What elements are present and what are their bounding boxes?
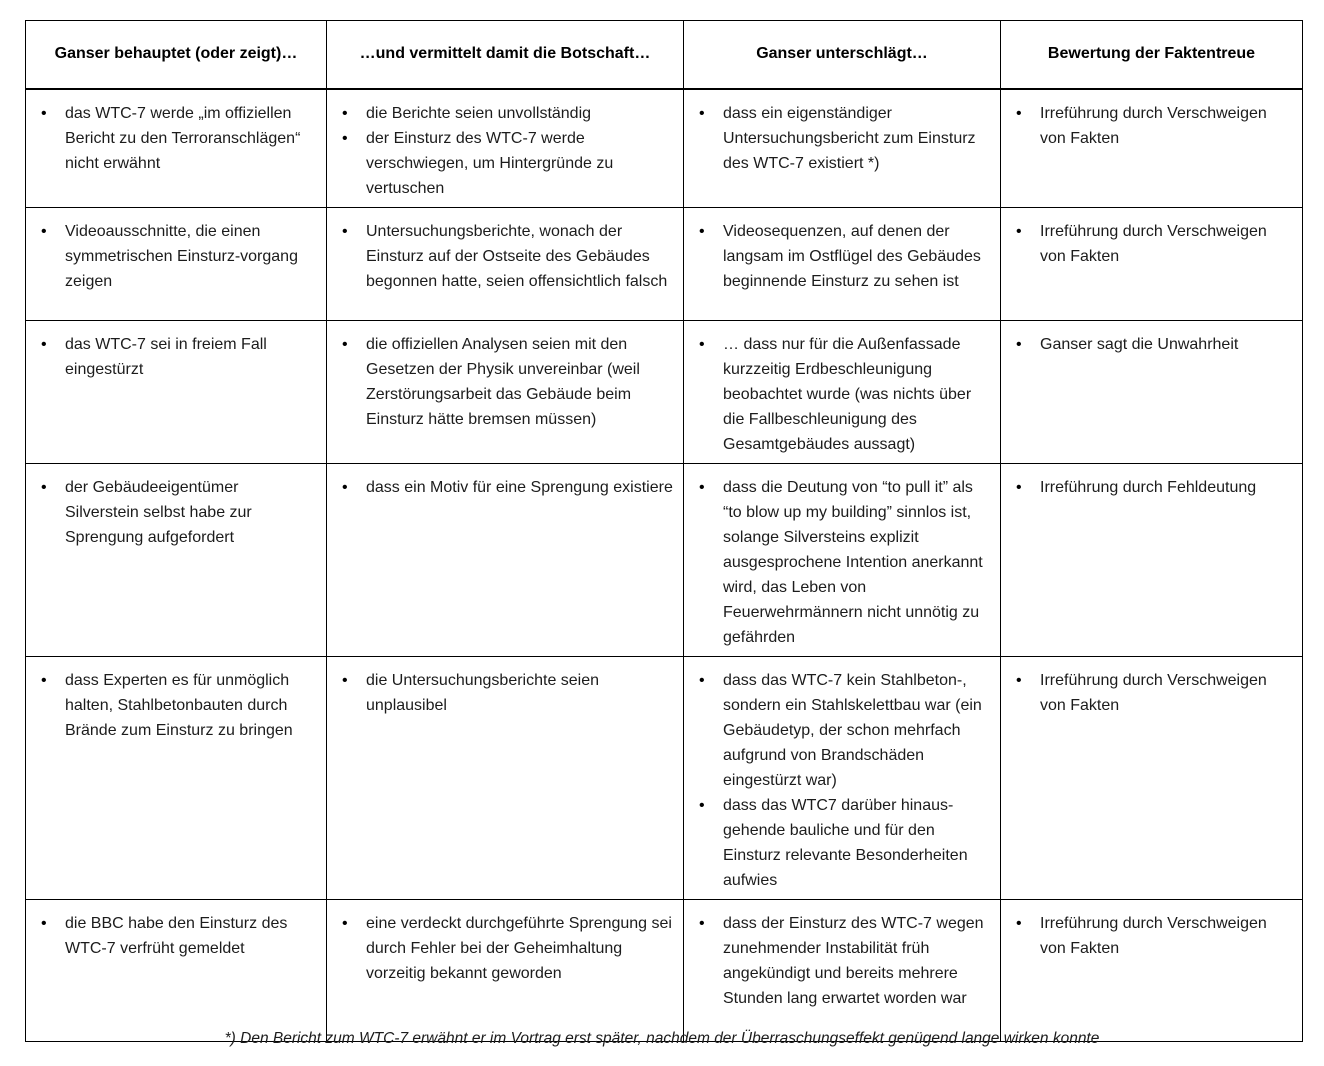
footnote: *) Den Bericht zum WTC-7 erwähnt er im Vortrag erst später, nachdem der Überraschungseffekt genügend lange wirken konnte [224,1030,1100,1047]
list-item [26,101,316,176]
list-item-text: dass die Deutung von “to pull it” als “to blow up my building” sinnlos ist, solange Silversteins explizit ausgesprochene Intention anerkannt wird, das Leben von Feuerwehrmännern nicht unnötig zu gefährden [723,478,983,646]
cell-omits [684,899,1001,1041]
bullet-icon: • [699,335,705,353]
list-item [1001,332,1292,357]
column-header-omits: Ganser unterschlägt… [684,21,1001,89]
bullet-list [26,219,316,294]
bullet-list [327,668,673,718]
bullet-icon: • [699,671,705,689]
bullet-list [684,332,990,457]
bullet-list [26,101,316,176]
list-item-text: der Einsturz des WTC-7 werde verschwiegen, um Hintergründe zu vertuschen [366,129,614,197]
list-item [26,911,316,961]
table-row [26,899,1303,1041]
bullet-list [1001,332,1292,357]
bullet-list [1001,668,1292,718]
list-item [684,219,990,294]
bullet-list [327,219,673,294]
column-header-rating: Bewertung der Faktentreue [1001,21,1303,89]
bullet-list [26,668,316,743]
cell-message [327,656,684,899]
list-item-text: Irreführung durch Fehldeutung [1040,478,1257,496]
bullet-icon: • [41,335,47,353]
bullet-list [26,475,316,550]
list-item-text: der Gebäudeeigentümer Silverstein selbst habe zur Sprengung aufgefordert [65,478,252,546]
list-item [327,126,673,201]
column-header-message: …und vermittelt damit die Botschaft… [327,21,684,89]
table-row [26,656,1303,899]
list-item [327,101,673,126]
list-item [1001,668,1292,718]
bullet-icon: • [41,478,47,496]
bullet-icon: • [41,914,47,932]
list-item [327,668,673,718]
list-item-text: dass das WTC-7 kein Stahlbeton-, sondern ein Stahlskelettbau war (ein Gebäudetyp, der schon mehrfach aufgrund von Brandschäden eingestürzt war) [723,671,982,789]
list-item [684,101,990,176]
bullet-list [327,101,673,201]
bullet-icon: • [1016,914,1022,932]
cell-rating [1001,899,1303,1041]
cell-claim [26,899,327,1041]
cell-rating [1001,656,1303,899]
table-row [26,320,1303,463]
list-item [26,668,316,743]
list-item-text: … dass nur für die Außenfassade kurzzeitig Erdbeschleunigung beobachtet wurde (was nichts über die Fallbeschleunigung des Gesamtgebäudes aussagt) [723,335,972,453]
list-item-text: Irreführung durch Verschweigen von Fakten [1040,671,1267,714]
bullet-icon: • [342,222,348,240]
list-item-text: Irreführung durch Verschweigen von Fakten [1040,104,1267,147]
list-item [1001,101,1292,151]
table-row [26,89,1303,208]
list-item-text: Videosequenzen, auf denen der langsam im Ostflügel des Gebäudes beginnende Einsturz zu sehen ist [723,222,981,290]
bullet-icon: • [342,129,348,147]
list-item-text: die BBC habe den Einsturz des WTC-7 verfrüht gemeldet [65,914,288,957]
bullet-icon: • [699,914,705,932]
bullet-list [26,911,316,961]
list-item [684,475,990,650]
bullet-icon: • [1016,104,1022,122]
bullet-list [684,668,990,893]
cell-message [327,89,684,208]
list-item [26,332,316,382]
bullet-list [327,911,673,986]
cell-rating [1001,320,1303,463]
list-item-text: dass ein eigenständiger Untersuchungsbericht zum Einsturz des WTC-7 existiert *) [723,104,976,172]
bullet-icon: • [41,222,47,240]
list-item-text: die Berichte seien unvollständig [366,104,592,122]
list-item [327,332,673,432]
bullet-icon: • [699,104,705,122]
bullet-list [1001,219,1292,269]
list-item [684,332,990,457]
cell-rating [1001,89,1303,208]
list-item [26,475,316,550]
cell-rating [1001,207,1303,320]
list-item [684,793,990,893]
table-row [26,207,1303,320]
bullet-icon: • [1016,478,1022,496]
bullet-icon: • [342,914,348,932]
bullet-list [1001,101,1292,151]
bullet-icon: • [1016,222,1022,240]
cell-omits [684,320,1001,463]
list-item-text: das WTC-7 sei in freiem Fall eingestürzt [65,335,267,378]
cell-omits [684,207,1001,320]
cell-claim [26,656,327,899]
list-item [1001,475,1292,500]
list-item-text: die offiziellen Analysen seien mit den Gesetzen der Physik unvereinbar (weil Zerstörungsarbeit das Gebäude beim Einsturz hätte bremsen müssen) [366,335,640,428]
bullet-icon: • [1016,335,1022,353]
bullet-list [1001,911,1292,961]
list-item [327,219,673,294]
cell-message [327,463,684,656]
list-item-text: eine verdeckt durchgeführte Sprengung sei durch Fehler bei der Geheimhaltung vorzeitig bekannt geworden [366,914,672,982]
list-item-text: dass Experten es für unmöglich halten, Stahlbetonbauten durch Brände zum Einsturz zu bringen [65,671,293,739]
bullet-list [26,332,316,382]
cell-claim [26,463,327,656]
list-item [327,911,673,986]
header-row [26,21,1303,89]
list-item-text: die Untersuchungsberichte seien unplausibel [366,671,600,714]
cell-message [327,207,684,320]
bullet-list [684,219,990,294]
cell-rating [1001,463,1303,656]
bullet-list [327,475,673,500]
bullet-icon: • [699,222,705,240]
list-item-text: Irreführung durch Verschweigen von Fakten [1040,222,1267,265]
cell-claim [26,207,327,320]
bullet-icon: • [699,478,705,496]
bullet-icon: • [342,478,348,496]
list-item-text: Untersuchungsberichte, wonach der Einsturz auf der Ostseite des Gebäudes begonnen hatte, seien offensichtlich falsch [366,222,668,290]
list-item [1001,911,1292,961]
bullet-icon: • [1016,671,1022,689]
cell-message [327,320,684,463]
list-item-text: Videoausschnitte, die einen symmetrischen Einsturz-vorgang zeigen [65,222,298,290]
list-item-text: das WTC-7 werde „im offiziellen Bericht zu den Terroranschlägen“ nicht erwähnt [65,104,301,172]
bullet-list [1001,475,1292,500]
list-item [684,668,990,793]
bullet-icon: • [342,104,348,122]
list-item [1001,219,1292,269]
list-item [26,219,316,294]
list-item-text: dass das WTC7 darüber hinaus-gehende bauliche und für den Einsturz relevante Besonderheiten aufwies [723,796,968,889]
bullet-list [327,332,673,432]
column-header-claims: Ganser behauptet (oder zeigt)… [26,21,327,89]
cell-claim [26,320,327,463]
list-item-text: dass ein Motiv für eine Sprengung existiere [366,478,673,496]
cell-omits [684,463,1001,656]
bullet-icon: • [342,335,348,353]
bullet-list [684,911,990,1011]
table-row [26,463,1303,656]
ganser-fact-check-table [25,20,1303,1042]
cell-message [327,899,684,1041]
list-item-text: Ganser sagt die Unwahrheit [1040,335,1239,353]
list-item-text: dass der Einsturz des WTC-7 wegen zunehmender Instabilität früh angekündigt und bereits mehrere Stunden lang erwartet worden war [723,914,984,1007]
bullet-icon: • [41,104,47,122]
bullet-icon: • [342,671,348,689]
list-item-text: Irreführung durch Verschweigen von Fakten [1040,914,1267,957]
bullet-list [684,475,990,650]
bullet-list [684,101,990,176]
bullet-icon: • [699,796,705,814]
bullet-icon: • [41,671,47,689]
cell-claim [26,89,327,208]
list-item [684,911,990,1011]
cell-omits [684,89,1001,208]
list-item [327,475,673,500]
cell-omits [684,656,1001,899]
